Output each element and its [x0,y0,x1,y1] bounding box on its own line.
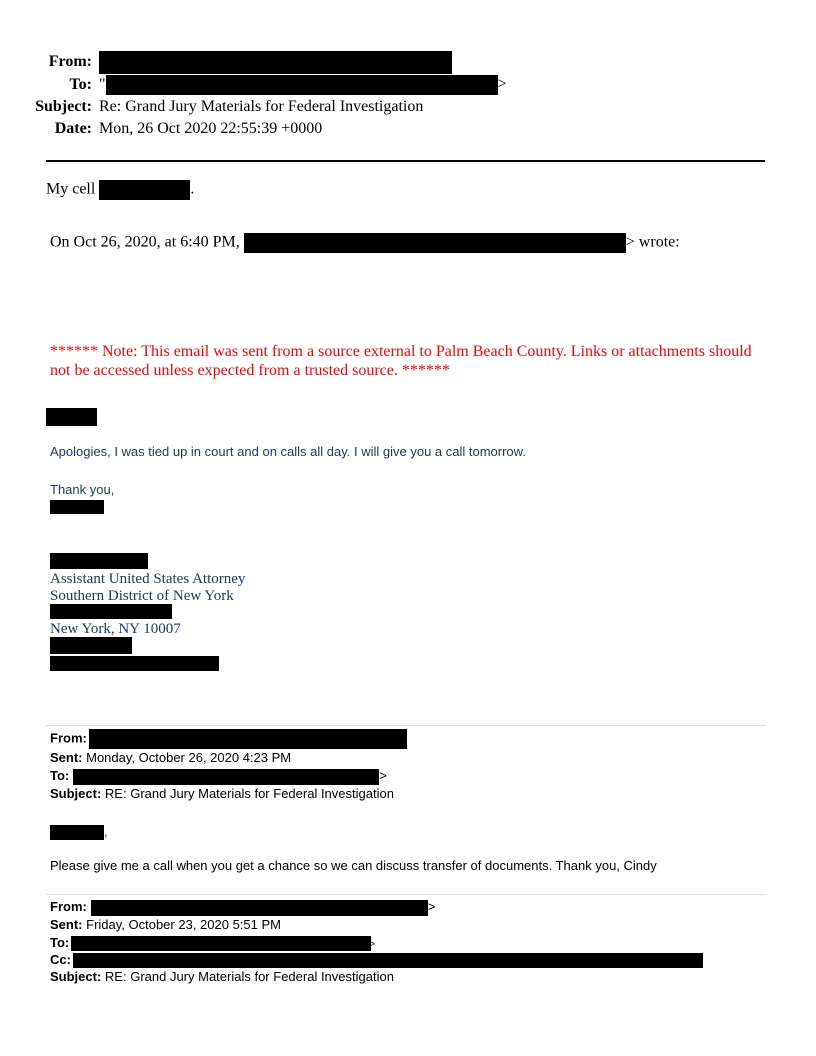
redaction-forward2-to [71,936,371,951]
to-suffix: > [497,75,507,93]
external-source-notice: ****** Note: This email was sent from a source external to Palm Beach County. Links or attachments should not be accessed unless expected from a trusted source. ****** [50,343,752,379]
redaction-forward1-to [73,769,379,785]
redaction-signature-email [50,656,219,671]
forward1-divider [46,725,766,726]
forward1-greeting-suffix: , [104,824,108,839]
forward1-subject-value: RE: Grand Jury Materials for Federal Investigation [104,786,394,801]
to-prefix: " [99,75,106,93]
forward1-message: Please give me a call when you get a chance so we can discuss transfer of documents. Thank you, Cindy [50,858,657,873]
forward2-subject-label: Subject: [50,969,102,984]
forward2-to-label: To: [50,935,70,950]
forward1-to-row [50,767,387,785]
header-to-row [0,75,507,95]
forward2-sent-label: Sent: [50,917,83,932]
forward1-from-row [50,729,407,749]
quote-attribution [50,233,680,253]
redaction-signature-address [50,604,172,619]
date-value: Mon, 26 Oct 2020 22:55:39 +0000 [99,120,323,137]
subject-label: Subject: [35,98,92,115]
from-label: From: [48,53,92,71]
header-subject-row [0,98,423,116]
signature-title: Assistant United States Attorney [50,571,246,587]
redaction-to [106,75,498,95]
forward2-cc-label: Cc: [50,952,71,967]
date-label: Date: [54,120,92,137]
header-from-row [0,51,452,74]
forward2-to-suffix: > [369,939,376,950]
redaction-forward1-from [89,729,407,749]
header-date-row [0,120,322,138]
redaction-forward1-greeting [50,825,104,840]
forward1-subject-label: Subject: [50,786,102,801]
redaction-from [99,51,452,74]
cell-line [46,180,194,200]
forward2-from-label: From: [50,899,87,914]
forward1-sent-value: Monday, October 26, 2020 4:23 PM [86,750,292,765]
redaction-forward2-from [91,900,428,916]
signature-city: New York, NY 10007 [50,621,181,637]
redaction-signature-phone [50,637,132,654]
forward2-subject-value: RE: Grand Jury Materials for Federal Investigation [104,969,394,984]
forward2-cc-row [50,951,703,969]
forward1-subject-row [50,785,394,803]
header-divider [46,160,765,162]
redaction-cell-number [99,180,190,200]
quote-suffix: > wrote: [625,233,680,251]
redaction-forward2-cc [73,953,703,968]
redaction-signer-name [50,500,104,514]
forward1-to-label: To: [50,768,70,783]
reply-thanks: Thank you, [50,482,115,497]
signature-office: Southern District of New York [50,588,234,604]
forward2-from-row [50,898,435,916]
cell-suffix: . [190,180,195,198]
redaction-greeting [46,408,97,426]
forward1-from-label: From: [50,730,87,746]
redaction-signature-name [50,553,148,569]
quote-prefix: On Oct 26, 2020, at 6:40 PM, [50,233,240,251]
forward1-sent-row [50,749,291,767]
forward2-sent-value: Friday, October 23, 2020 5:51 PM [86,917,281,932]
to-label: To: [69,75,92,93]
forward1-sent-label: Sent: [50,750,83,765]
forward1-to-suffix: > [379,768,387,783]
subject-value: Re: Grand Jury Materials for Federal Investigation [99,98,424,115]
redaction-quote-sender [244,233,626,253]
forward2-sent-row [50,916,281,934]
forward2-divider [46,894,766,895]
forward1-greeting [50,823,108,841]
forward2-subject-row [50,968,394,986]
cell-prefix: My cell [46,180,96,198]
reply-message: Apologies, I was tied up in court and on calls all day. I will give you a call tomorrow. [50,444,526,459]
forward2-from-suffix: > [427,899,436,914]
